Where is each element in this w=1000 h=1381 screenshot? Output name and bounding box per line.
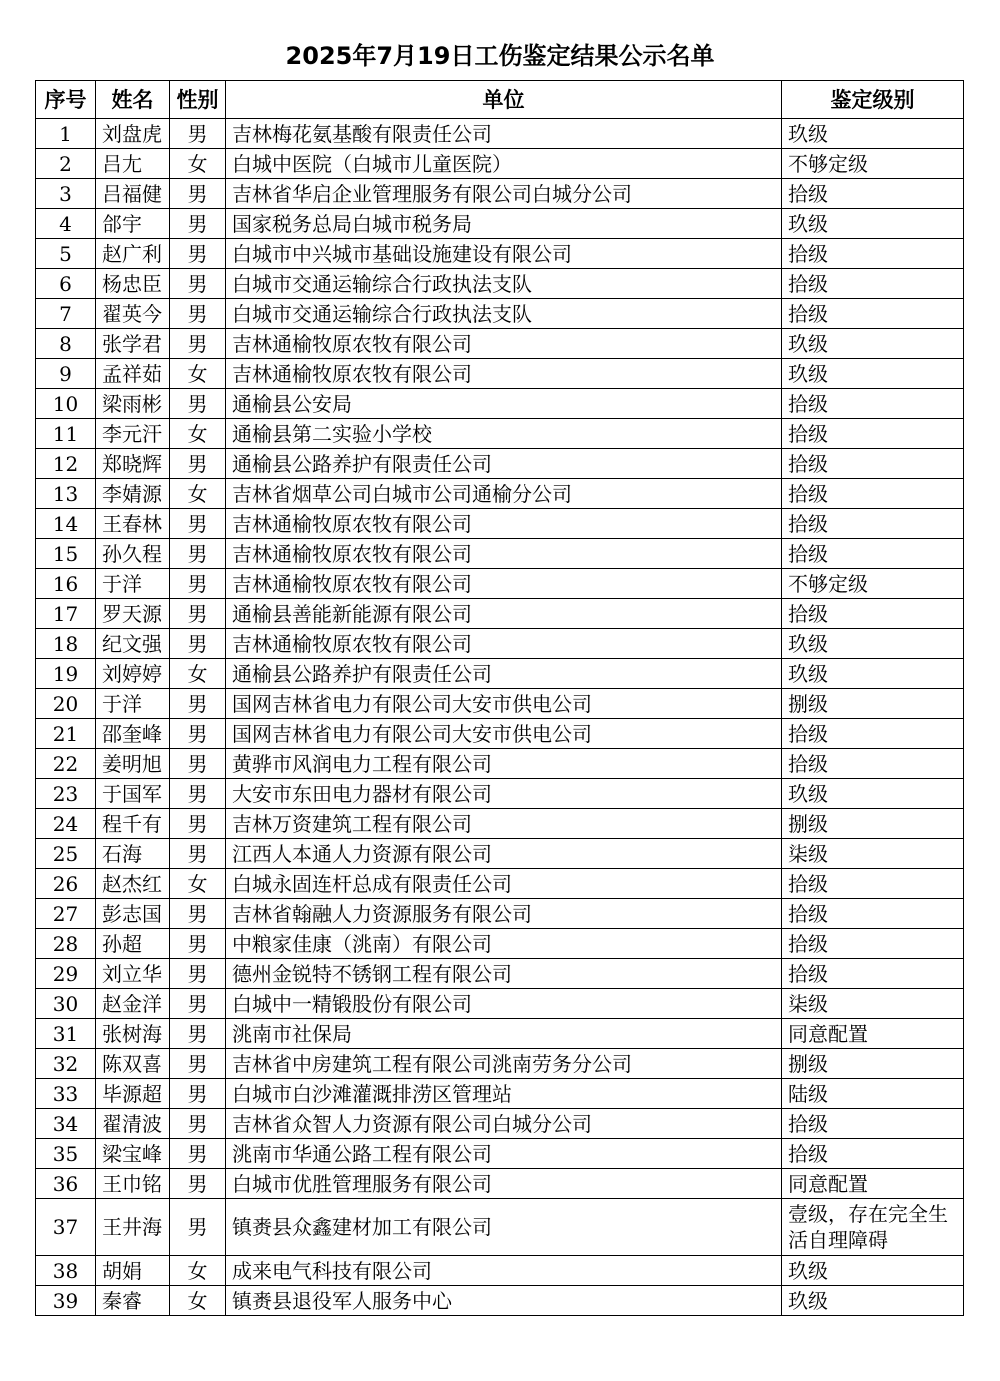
row-gender: 女 (170, 1286, 226, 1316)
row-level: 玖级 (782, 359, 964, 389)
row-name: 纪文强 (96, 629, 170, 659)
row-gender: 女 (170, 1256, 226, 1286)
row-level: 拾级 (782, 389, 964, 419)
table-row (36, 899, 964, 929)
row-unit: 黄骅市风润电力工程有限公司 (226, 749, 782, 779)
row-gender: 男 (170, 899, 226, 929)
row-gender: 男 (170, 689, 226, 719)
row-unit: 中粮家佳康（洮南）有限公司 (226, 929, 782, 959)
row-level: 同意配置 (782, 1019, 964, 1049)
row-no: 20 (36, 689, 96, 719)
row-level: 拾级 (782, 869, 964, 899)
row-unit: 德州金锐特不锈钢工程有限公司 (226, 959, 782, 989)
row-unit: 吉林省众智人力资源有限公司白城分公司 (226, 1109, 782, 1139)
row-gender: 男 (170, 1169, 226, 1199)
table-row (36, 509, 964, 539)
table-row (36, 1169, 964, 1199)
row-name: 孟祥茹 (96, 359, 170, 389)
row-name: 梁雨彬 (96, 389, 170, 419)
row-name: 陈双喜 (96, 1049, 170, 1079)
row-no: 37 (36, 1199, 96, 1256)
row-gender: 男 (170, 239, 226, 269)
table-row (36, 1139, 964, 1169)
row-name: 孙超 (96, 929, 170, 959)
row-unit: 通榆县公路养护有限责任公司 (226, 659, 782, 689)
row-no: 21 (36, 719, 96, 749)
row-no: 6 (36, 269, 96, 299)
table-body (36, 119, 964, 1316)
table-row (36, 779, 964, 809)
table-header-row (36, 81, 964, 119)
row-no: 5 (36, 239, 96, 269)
row-name: 张树海 (96, 1019, 170, 1049)
row-name: 李元汗 (96, 419, 170, 449)
row-level: 拾级 (782, 179, 964, 209)
header-no: 序号 (36, 81, 96, 119)
row-level: 玖级 (782, 329, 964, 359)
table-row (36, 479, 964, 509)
table-row (36, 659, 964, 689)
row-name: 翟英今 (96, 299, 170, 329)
table-row (36, 119, 964, 149)
row-no: 22 (36, 749, 96, 779)
row-gender: 男 (170, 569, 226, 599)
row-name: 邵奎峰 (96, 719, 170, 749)
row-level: 捌级 (782, 689, 964, 719)
row-name: 张学君 (96, 329, 170, 359)
row-gender: 男 (170, 839, 226, 869)
row-name: 赵广利 (96, 239, 170, 269)
table-row (36, 389, 964, 419)
row-level: 玖级 (782, 779, 964, 809)
row-no: 12 (36, 449, 96, 479)
table-row (36, 989, 964, 1019)
table-row (36, 359, 964, 389)
row-level: 拾级 (782, 1109, 964, 1139)
row-gender: 男 (170, 1079, 226, 1109)
row-gender: 女 (170, 659, 226, 689)
row-level: 玖级 (782, 629, 964, 659)
row-level: 陆级 (782, 1079, 964, 1109)
row-name: 吕尢 (96, 149, 170, 179)
row-no: 16 (36, 569, 96, 599)
row-gender: 男 (170, 449, 226, 479)
row-level: 拾级 (782, 539, 964, 569)
page-title: 2025年7月19日工伤鉴定结果公示名单 (285, 42, 715, 70)
table-row (36, 689, 964, 719)
row-name: 罗天源 (96, 599, 170, 629)
results-table (35, 80, 964, 1316)
row-no: 9 (36, 359, 96, 389)
row-level: 拾级 (782, 719, 964, 749)
row-unit: 吉林万资建筑工程有限公司 (226, 809, 782, 839)
row-level: 玖级 (782, 1286, 964, 1316)
row-unit: 吉林省烟草公司白城市公司通榆分公司 (226, 479, 782, 509)
row-level: 拾级 (782, 449, 964, 479)
row-unit: 白城市交通运输综合行政执法支队 (226, 299, 782, 329)
row-no: 30 (36, 989, 96, 1019)
row-gender: 男 (170, 119, 226, 149)
table-row (36, 179, 964, 209)
row-level: 玖级 (782, 209, 964, 239)
row-name: 于国军 (96, 779, 170, 809)
row-gender: 男 (170, 1049, 226, 1079)
row-unit: 白城市交通运输综合行政执法支队 (226, 269, 782, 299)
table-row (36, 719, 964, 749)
row-gender: 男 (170, 959, 226, 989)
row-level: 不够定级 (782, 569, 964, 599)
row-no: 32 (36, 1049, 96, 1079)
row-level: 拾级 (782, 269, 964, 299)
row-gender: 男 (170, 509, 226, 539)
row-no: 13 (36, 479, 96, 509)
row-no: 19 (36, 659, 96, 689)
row-name: 赵金洋 (96, 989, 170, 1019)
row-level: 不够定级 (782, 149, 964, 179)
row-level: 拾级 (782, 419, 964, 449)
row-gender: 男 (170, 989, 226, 1019)
row-no: 15 (36, 539, 96, 569)
row-no: 10 (36, 389, 96, 419)
row-level: 捌级 (782, 1049, 964, 1079)
row-no: 8 (36, 329, 96, 359)
row-gender: 女 (170, 149, 226, 179)
row-no: 24 (36, 809, 96, 839)
table-row (36, 749, 964, 779)
table-row (36, 299, 964, 329)
row-unit: 白城中一精锻股份有限公司 (226, 989, 782, 1019)
row-no: 38 (36, 1256, 96, 1286)
row-unit: 吉林省中房建筑工程有限公司洮南劳务分公司 (226, 1049, 782, 1079)
row-unit: 白城市中兴城市基础设施建设有限公司 (226, 239, 782, 269)
header-gender: 性别 (170, 81, 226, 119)
row-level: 捌级 (782, 809, 964, 839)
table-row (36, 809, 964, 839)
row-unit: 白城永固连杆总成有限责任公司 (226, 869, 782, 899)
row-gender: 男 (170, 929, 226, 959)
row-name: 杨忠臣 (96, 269, 170, 299)
row-no: 23 (36, 779, 96, 809)
row-unit: 吉林梅花氨基酸有限责任公司 (226, 119, 782, 149)
row-name: 秦睿 (96, 1286, 170, 1316)
row-level: 同意配置 (782, 1169, 964, 1199)
table-row (36, 149, 964, 179)
table-row (36, 1109, 964, 1139)
row-gender: 男 (170, 539, 226, 569)
row-gender: 男 (170, 1109, 226, 1139)
row-unit: 镇赉县退役军人服务中心 (226, 1286, 782, 1316)
row-no: 27 (36, 899, 96, 929)
row-name: 刘立华 (96, 959, 170, 989)
row-no: 29 (36, 959, 96, 989)
table-row (36, 239, 964, 269)
row-gender: 男 (170, 1139, 226, 1169)
row-unit: 洮南市华通公路工程有限公司 (226, 1139, 782, 1169)
row-name: 王巾铭 (96, 1169, 170, 1199)
row-name: 刘盘虎 (96, 119, 170, 149)
row-level: 壹级，存在完全生活自理障碍 (782, 1199, 964, 1256)
row-unit: 通榆县公路养护有限责任公司 (226, 449, 782, 479)
row-name: 石海 (96, 839, 170, 869)
row-gender: 男 (170, 179, 226, 209)
row-unit: 洮南市社保局 (226, 1019, 782, 1049)
table-row (36, 1049, 964, 1079)
row-name: 于洋 (96, 689, 170, 719)
row-unit: 吉林通榆牧原农牧有限公司 (226, 329, 782, 359)
row-gender: 男 (170, 809, 226, 839)
row-no: 35 (36, 1139, 96, 1169)
row-no: 25 (36, 839, 96, 869)
row-unit: 镇赉县众鑫建材加工有限公司 (226, 1199, 782, 1256)
row-level: 玖级 (782, 119, 964, 149)
row-unit: 吉林通榆牧原农牧有限公司 (226, 569, 782, 599)
row-level: 拾级 (782, 599, 964, 629)
row-level: 拾级 (782, 899, 964, 929)
row-name: 王春林 (96, 509, 170, 539)
row-no: 26 (36, 869, 96, 899)
row-unit: 白城中医院（白城市儿童医院） (226, 149, 782, 179)
row-no: 1 (36, 119, 96, 149)
table-row (36, 869, 964, 899)
row-name: 梁宝峰 (96, 1139, 170, 1169)
row-gender: 男 (170, 299, 226, 329)
table-row (36, 1079, 964, 1109)
row-unit: 吉林省翰融人力资源服务有限公司 (226, 899, 782, 929)
row-no: 33 (36, 1079, 96, 1109)
row-level: 柒级 (782, 989, 964, 1019)
row-no: 14 (36, 509, 96, 539)
row-unit: 通榆县第二实验小学校 (226, 419, 782, 449)
table-row (36, 599, 964, 629)
row-unit: 吉林通榆牧原农牧有限公司 (226, 509, 782, 539)
row-name: 姜明旭 (96, 749, 170, 779)
row-unit: 国网吉林省电力有限公司大安市供电公司 (226, 719, 782, 749)
row-no: 4 (36, 209, 96, 239)
table-row (36, 629, 964, 659)
row-gender: 男 (170, 389, 226, 419)
row-name: 吕福健 (96, 179, 170, 209)
row-name: 郃宇 (96, 209, 170, 239)
row-no: 11 (36, 419, 96, 449)
row-gender: 男 (170, 629, 226, 659)
row-gender: 女 (170, 479, 226, 509)
row-unit: 通榆县公安局 (226, 389, 782, 419)
row-level: 玖级 (782, 659, 964, 689)
row-gender: 女 (170, 359, 226, 389)
row-level: 拾级 (782, 929, 964, 959)
row-unit: 吉林省华启企业管理服务有限公司白城分公司 (226, 179, 782, 209)
row-no: 34 (36, 1109, 96, 1139)
row-unit: 吉林通榆牧原农牧有限公司 (226, 539, 782, 569)
row-no: 31 (36, 1019, 96, 1049)
row-level: 拾级 (782, 749, 964, 779)
row-gender: 男 (170, 269, 226, 299)
row-gender: 男 (170, 1019, 226, 1049)
row-name: 于洋 (96, 569, 170, 599)
row-level: 柒级 (782, 839, 964, 869)
table-row (36, 929, 964, 959)
row-gender: 男 (170, 1199, 226, 1256)
row-name: 程千有 (96, 809, 170, 839)
row-gender: 男 (170, 719, 226, 749)
row-unit: 吉林通榆牧原农牧有限公司 (226, 629, 782, 659)
row-name: 赵杰红 (96, 869, 170, 899)
row-unit: 大安市东田电力器材有限公司 (226, 779, 782, 809)
table-row (36, 1286, 964, 1316)
row-no: 39 (36, 1286, 96, 1316)
row-level: 拾级 (782, 509, 964, 539)
table-row (36, 209, 964, 239)
table-row (36, 419, 964, 449)
row-gender: 女 (170, 419, 226, 449)
row-unit: 江西人本通人力资源有限公司 (226, 839, 782, 869)
row-name: 孙久程 (96, 539, 170, 569)
row-name: 彭志国 (96, 899, 170, 929)
table-row (36, 959, 964, 989)
row-no: 7 (36, 299, 96, 329)
header-unit: 单位 (226, 81, 782, 119)
row-level: 拾级 (782, 479, 964, 509)
table-row (36, 539, 964, 569)
table-row (36, 839, 964, 869)
row-name: 郑晓辉 (96, 449, 170, 479)
row-gender: 男 (170, 599, 226, 629)
row-gender: 女 (170, 869, 226, 899)
table-row (36, 1256, 964, 1286)
row-no: 36 (36, 1169, 96, 1199)
table-row (36, 569, 964, 599)
row-no: 18 (36, 629, 96, 659)
row-no: 2 (36, 149, 96, 179)
row-level: 玖级 (782, 1256, 964, 1286)
row-unit: 通榆县善能新能源有限公司 (226, 599, 782, 629)
table-row (36, 329, 964, 359)
row-name: 李婧源 (96, 479, 170, 509)
table-row (36, 269, 964, 299)
row-unit: 国家税务总局白城市税务局 (226, 209, 782, 239)
header-name: 姓名 (96, 81, 170, 119)
row-name: 刘婷婷 (96, 659, 170, 689)
row-level: 拾级 (782, 959, 964, 989)
table-row (36, 1199, 964, 1256)
row-name: 王井海 (96, 1199, 170, 1256)
row-level: 拾级 (782, 1139, 964, 1169)
row-name: 胡娟 (96, 1256, 170, 1286)
row-gender: 男 (170, 779, 226, 809)
row-unit: 国网吉林省电力有限公司大安市供电公司 (226, 689, 782, 719)
row-gender: 男 (170, 209, 226, 239)
row-unit: 成来电气科技有限公司 (226, 1256, 782, 1286)
row-gender: 男 (170, 749, 226, 779)
row-no: 3 (36, 179, 96, 209)
row-level: 拾级 (782, 299, 964, 329)
row-unit: 吉林通榆牧原农牧有限公司 (226, 359, 782, 389)
row-no: 17 (36, 599, 96, 629)
row-name: 翟清波 (96, 1109, 170, 1139)
row-unit: 白城市优胜管理服务有限公司 (226, 1169, 782, 1199)
row-no: 28 (36, 929, 96, 959)
row-gender: 男 (170, 329, 226, 359)
row-level: 拾级 (782, 239, 964, 269)
table-row (36, 1019, 964, 1049)
row-unit: 白城市白沙滩灌溉排涝区管理站 (226, 1079, 782, 1109)
header-level: 鉴定级别 (782, 81, 964, 119)
table-row (36, 449, 964, 479)
row-name: 毕源超 (96, 1079, 170, 1109)
